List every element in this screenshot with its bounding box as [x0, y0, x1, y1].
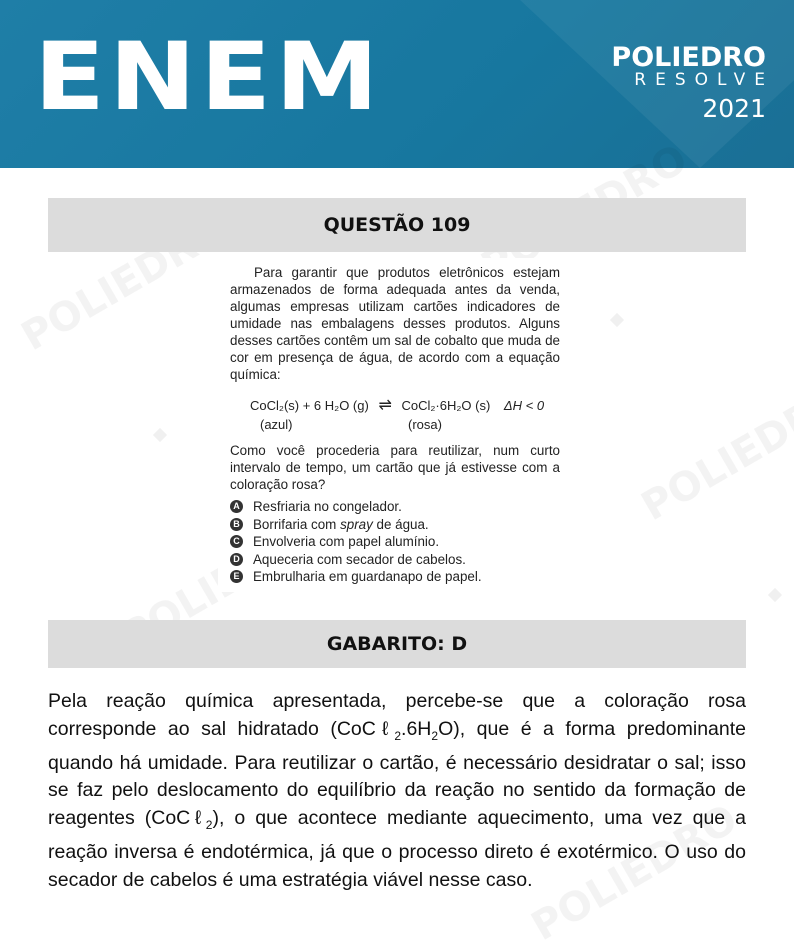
brand-year: 2021: [702, 93, 766, 123]
options-list: [230, 498, 560, 586]
question-prompt: Como você procederia para reutilizar, num curto intervalo de tempo, um cartão que já estivesse com a coloração rosa?: [230, 443, 560, 492]
option-text: Borrifaria com spray de água.: [253, 516, 429, 532]
option-c[interactable]: [230, 533, 560, 551]
question-paragraph: Para garantir que produtos eletrônicos estejam armazenados de forma adequada antes da venda, algumas empresas utilizam cartões indicadores de umidade nas embalagens desses produtos. Alguns desses cartões contêm um sal de cobalto que muda de cor em presença de água, de acordo com a equação química:: [230, 265, 560, 382]
watermark-diamond-icon: [153, 428, 167, 442]
option-text: Envolveria com papel alumínio.: [253, 534, 440, 550]
option-letter-icon: C: [230, 535, 243, 548]
header-banner: [0, 0, 794, 168]
chemical-equation: [250, 397, 560, 432]
question-scan: [218, 258, 568, 592]
watermark-diamond-icon: [610, 313, 624, 327]
option-text: Aqueceria com secador de cabelos.: [253, 551, 466, 567]
equation-products: CoCl₂·6H₂O (s): [401, 398, 491, 413]
watermark-logo: [634, 376, 794, 530]
answer-explanation: Pela reação química apresentada, percebe-se que a coloração rosa corresponde ao sal hidratado $(CoC\ell_2.6H_2O)$, que é a forma predominante quando há umidade. Para reutilizar o cartão, é necessário desidratar o sal; isso se faz pelo deslocamento do equilíbrio da reação no sentido da formação de reagentes (CoCℓ$_2$), o que acontece mediante aquecimento, uma vez que a reação inversa é endotérmica, já que o processo direto é exotérmico. O uso do secador de cabelos é uma estratégia viável nesse caso.: [48, 690, 746, 891]
option-letter-icon: A: [230, 500, 243, 513]
option-letter-icon: B: [230, 518, 243, 531]
option-d[interactable]: [230, 551, 560, 569]
enem-logo: ENEM: [34, 21, 383, 132]
answer-key-title: GABARITO: D: [48, 620, 746, 668]
watermark-diamond-icon: [768, 588, 782, 602]
option-letter-icon: E: [230, 570, 243, 583]
product-color-label: (rosa): [408, 417, 442, 432]
equation-enthalpy: ΔH < 0: [503, 398, 545, 413]
reactant-color-label: (azul): [260, 417, 293, 432]
option-e[interactable]: [230, 568, 560, 586]
option-text: Embrulharia em guardanapo de papel.: [253, 569, 482, 585]
equation-reactants: CoCl₂(s) + 6 H₂O (g): [250, 398, 369, 413]
brand-subtitle: RESOLVE: [634, 70, 774, 90]
brand-name: POLIEDRO: [611, 42, 766, 73]
question-title: QUESTÃO 109: [48, 198, 746, 252]
option-text: Resfriaria no congelador.: [253, 499, 402, 515]
equilibrium-arrow-icon: ⇌: [378, 397, 392, 414]
poliedro-brand: [611, 42, 774, 123]
option-a[interactable]: [230, 498, 560, 516]
option-letter-icon: D: [230, 553, 243, 566]
option-b[interactable]: [230, 516, 560, 534]
